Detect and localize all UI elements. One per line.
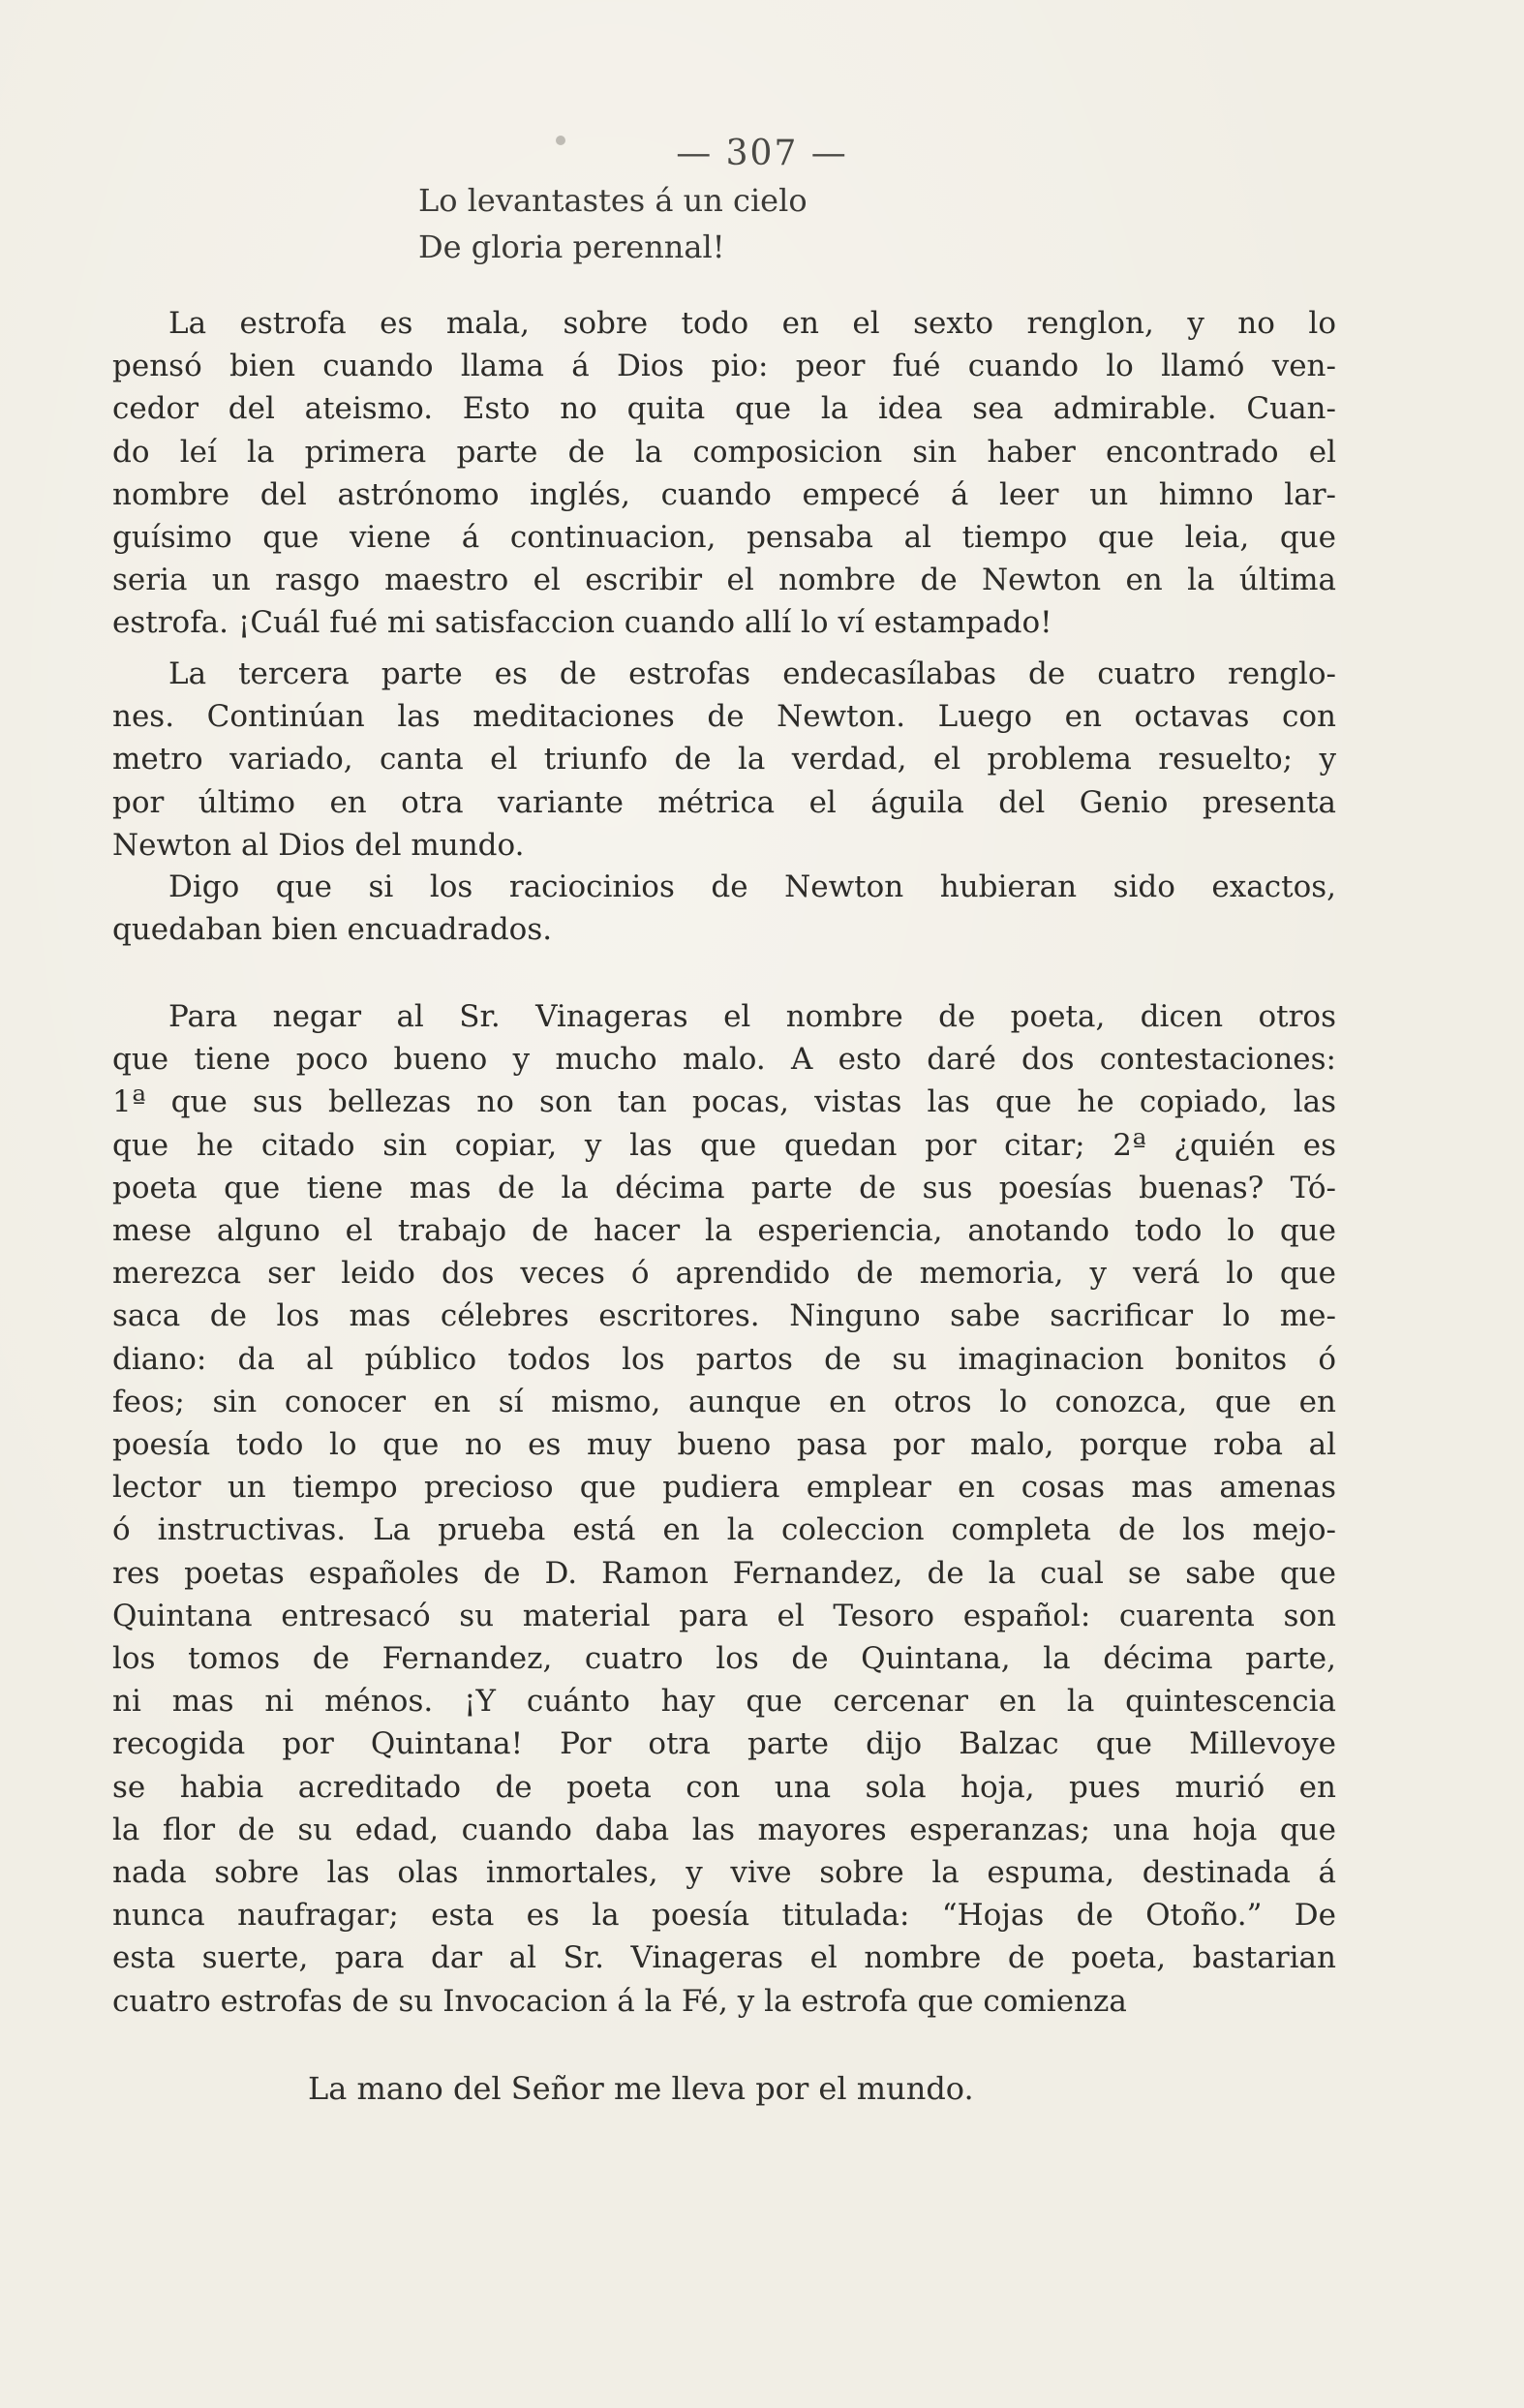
paragraph-2 [112, 653, 1336, 867]
text-line: cedor del ateismo. Esto no quita que la idea sea admirable. Cuan- [112, 391, 1336, 427]
text-line: que tiene poco bueno y mucho malo. A esto daré dos contestaciones: [112, 1042, 1336, 1078]
opening-verse-line-2: De gloria perennal! [418, 229, 725, 265]
text-line: ó instructivas. La prueba está en la coleccion completa de los mejo- [112, 1512, 1336, 1548]
text-line: metro variado, canta el triunfo de la verdad, el problema resuelto; y [112, 742, 1336, 777]
text-line: Digo que si los raciocinios de Newton hubieran sido exactos, [168, 869, 1336, 904]
text-line: seria un rasgo maestro el escribir el nombre de Newton en la última [112, 563, 1336, 598]
text-line: Newton al Dios del mundo. [112, 827, 525, 863]
opening-verse-line-1: Lo levantastes á un cielo [418, 182, 808, 219]
text-line: merezca ser leido dos veces ó aprendido de memoria, y verá lo que [112, 1256, 1336, 1292]
text-line: diano: da al público todos los partos de su imaginacion bonitos ó [112, 1341, 1336, 1377]
text-line: guísimo que viene á continuacion, pensaba al tiempo que leia, que [112, 520, 1336, 556]
text-line: recogida por Quintana! Por otra parte dijo Balzac que Millevoye [112, 1726, 1336, 1762]
text-line: res poetas españoles de D. Ramon Fernandez, de la cual se sabe que [112, 1555, 1336, 1591]
text-line: nada sobre las olas inmortales, y vive sobre la espuma, destinada á [112, 1855, 1336, 1891]
text-line: nunca naufragar; esta es la poesía titulada: “Hojas de Otoño.” De [112, 1898, 1336, 1934]
text-line: poesía todo lo que no es muy bueno pasa por malo, porque roba al [112, 1427, 1336, 1463]
text-line: se habia acreditado de poeta con una sola hoja, pues murió en [112, 1769, 1336, 1805]
text-line: mese alguno el trabajo de hacer la esperiencia, anotando todo lo que [112, 1213, 1336, 1249]
text-line: nombre del astrónomo inglés, cuando empecé á leer un himno lar- [112, 476, 1336, 512]
text-line: los tomos de Fernandez, cuatro los de Quintana, la décima parte, [112, 1641, 1336, 1677]
text-line: poeta que tiene mas de la décima parte de sus poesías buenas? Tó- [112, 1170, 1336, 1205]
paragraph-4 [112, 995, 1336, 2023]
text-line: pensó bien cuando llama á Dios pio: peor fué cuando lo llamó ven- [112, 349, 1336, 384]
text-line: esta suerte, para dar al Sr. Vinageras el nombre de poeta, bastarian [112, 1940, 1336, 1976]
text-line: que he citado sin copiar, y las que quedan por citar; 2ª ¿quién es [112, 1127, 1336, 1163]
text-line: lector un tiempo precioso que pudiera emplear en cosas mas amenas [112, 1470, 1336, 1506]
text-line: por último en otra variante métrica el águila del Genio presenta [112, 784, 1336, 820]
text-line: 1ª que sus bellezas no son tan pocas, vistas las que he copiado, las [112, 1084, 1336, 1120]
paragraph-1 [112, 302, 1336, 645]
text-line: ni mas ni ménos. ¡Y cuánto hay que cercenar en la quintescencia [112, 1684, 1336, 1720]
text-line: Para negar al Sr. Vinageras el nombre de poeta, dicen otros [168, 999, 1336, 1034]
text-line: do leí la primera parte de la composicion sin haber encontrado el [112, 434, 1336, 470]
text-line: saca de los mas célebres escritores. Ninguno sabe sacrificar lo me- [112, 1298, 1336, 1334]
text-line: quedaban bien encuadrados. [112, 912, 553, 948]
text-line: Quintana entresacó su material para el Tesoro español: cuarenta son [112, 1598, 1336, 1633]
paragraph-3 [112, 866, 1336, 951]
page-number: — 307 — [676, 134, 848, 173]
text-line: La tercera parte es de estrofas endecasílabas de cuatro renglo- [168, 656, 1336, 691]
text-line: la flor de su edad, cuando daba las mayores esperanzas; una hoja que [112, 1812, 1336, 1847]
text-line: estrofa. ¡Cuál fué mi satisfaccion cuando allí lo ví estampado! [112, 605, 1052, 641]
closing-verse: La mano del Señor me lleva por el mundo. [308, 2070, 974, 2107]
text-line: La estrofa es mala, sobre todo en el sexto renglon, y no lo [168, 306, 1336, 341]
text-line: nes. Continúan las meditaciones de Newton. Luego en octavas con [112, 699, 1336, 735]
text-line: feos; sin conocer en sí mismo, aunque en otros lo conozca, que en [112, 1384, 1336, 1419]
text-line: cuatro estrofas de su Invocacion á la Fé, y la estrofa que comienza [112, 1983, 1127, 2019]
